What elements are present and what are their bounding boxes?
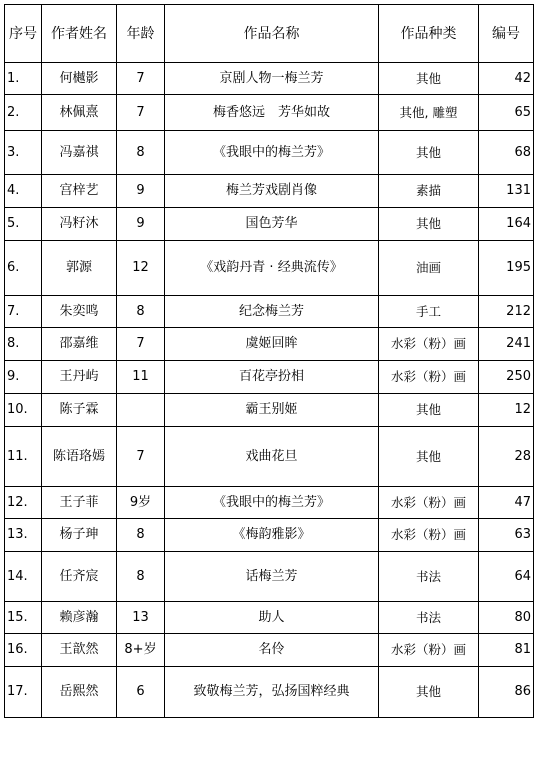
age-cell: 8 xyxy=(117,131,165,175)
artwork-roster-table xyxy=(4,4,534,718)
work-title-cell: 名伶 xyxy=(165,634,379,667)
author-name-cell: 何樾影 xyxy=(42,63,117,95)
serial-number-cell: 17. xyxy=(5,667,42,718)
author-name-cell: 任齐宸 xyxy=(42,552,117,602)
serial-number-cell: 9. xyxy=(5,361,42,394)
author-name-cell: 林佩熹 xyxy=(42,95,117,131)
age-cell: 8+岁 xyxy=(117,634,165,667)
author-name-cell: 赖彦瀚 xyxy=(42,602,117,634)
work-title-cell: 霸王别姬 xyxy=(165,394,379,427)
work-type-cell: 其他 xyxy=(379,63,479,95)
work-type-cell: 其他 xyxy=(379,131,479,175)
age-cell: 9岁 xyxy=(117,487,165,519)
table-row xyxy=(5,487,534,519)
serial-number-cell: 15. xyxy=(5,602,42,634)
serial-number-cell: 16. xyxy=(5,634,42,667)
author-name-cell: 王子菲 xyxy=(42,487,117,519)
work-title-cell: 梅兰芳戏剧肖像 xyxy=(165,175,379,208)
table-row xyxy=(5,667,534,718)
header-age: 年龄 xyxy=(117,5,165,63)
entry-number-cell: 81 xyxy=(479,634,534,667)
work-type-cell: 其他 xyxy=(379,208,479,241)
work-title-cell: 虞姬回眸 xyxy=(165,328,379,361)
table-row xyxy=(5,361,534,394)
age-cell xyxy=(117,394,165,427)
serial-number-cell: 5. xyxy=(5,208,42,241)
serial-number-cell: 14. xyxy=(5,552,42,602)
age-cell: 7 xyxy=(117,427,165,487)
entry-number-cell: 68 xyxy=(479,131,534,175)
serial-number-cell: 12. xyxy=(5,487,42,519)
work-title-cell: 话梅兰芳 xyxy=(165,552,379,602)
entry-number-cell: 12 xyxy=(479,394,534,427)
header-work-title: 作品名称 xyxy=(165,5,379,63)
entry-number-cell: 241 xyxy=(479,328,534,361)
table-row xyxy=(5,328,534,361)
author-name-cell: 王歆然 xyxy=(42,634,117,667)
entry-number-cell: 63 xyxy=(479,519,534,552)
author-name-cell: 岳熙然 xyxy=(42,667,117,718)
serial-number-cell: 10. xyxy=(5,394,42,427)
work-title-cell: 《梅韵雅影》 xyxy=(165,519,379,552)
table-row xyxy=(5,131,534,175)
work-title-cell: 梅香悠远 芳华如故 xyxy=(165,95,379,131)
entry-number-cell: 250 xyxy=(479,361,534,394)
author-name-cell: 朱奕鸣 xyxy=(42,296,117,328)
table-row xyxy=(5,95,534,131)
table-row xyxy=(5,296,534,328)
work-type-cell: 书法 xyxy=(379,552,479,602)
header-work-type: 作品种类 xyxy=(379,5,479,63)
table-row xyxy=(5,208,534,241)
entry-number-cell: 65 xyxy=(479,95,534,131)
author-name-cell: 郭源 xyxy=(42,241,117,296)
header-row xyxy=(5,5,534,63)
work-title-cell: 《我眼中的梅兰芳》 xyxy=(165,487,379,519)
serial-number-cell: 3. xyxy=(5,131,42,175)
work-type-cell: 素描 xyxy=(379,175,479,208)
author-name-cell: 冯籽沐 xyxy=(42,208,117,241)
work-type-cell: 油画 xyxy=(379,241,479,296)
work-type-cell: 其他 xyxy=(379,427,479,487)
table-row xyxy=(5,241,534,296)
entry-number-cell: 212 xyxy=(479,296,534,328)
table-row xyxy=(5,519,534,552)
work-title-cell: 纪念梅兰芳 xyxy=(165,296,379,328)
work-title-cell: 戏曲花旦 xyxy=(165,427,379,487)
entry-number-cell: 47 xyxy=(479,487,534,519)
age-cell: 9 xyxy=(117,175,165,208)
age-cell: 11 xyxy=(117,361,165,394)
work-title-cell: 百花亭扮相 xyxy=(165,361,379,394)
table-row xyxy=(5,63,534,95)
serial-number-cell: 4. xyxy=(5,175,42,208)
age-cell: 7 xyxy=(117,328,165,361)
work-type-cell: 水彩（粉）画 xyxy=(379,361,479,394)
author-name-cell: 杨子珅 xyxy=(42,519,117,552)
work-type-cell: 水彩（粉）画 xyxy=(379,519,479,552)
age-cell: 7 xyxy=(117,63,165,95)
work-title-cell: 助人 xyxy=(165,602,379,634)
work-type-cell: 其他 xyxy=(379,394,479,427)
author-name-cell: 邵嘉维 xyxy=(42,328,117,361)
entry-number-cell: 42 xyxy=(479,63,534,95)
table-row xyxy=(5,394,534,427)
work-title-cell: 致敬梅兰芳，弘扬国粹经典 xyxy=(165,667,379,718)
work-type-cell: 水彩（粉）画 xyxy=(379,487,479,519)
roster-body xyxy=(5,63,534,718)
work-type-cell: 书法 xyxy=(379,602,479,634)
serial-number-cell: 6. xyxy=(5,241,42,296)
serial-number-cell: 13. xyxy=(5,519,42,552)
age-cell: 13 xyxy=(117,602,165,634)
age-cell: 7 xyxy=(117,95,165,131)
table-row xyxy=(5,602,534,634)
author-name-cell: 宫梓艺 xyxy=(42,175,117,208)
age-cell: 12 xyxy=(117,241,165,296)
age-cell: 9 xyxy=(117,208,165,241)
entry-number-cell: 195 xyxy=(479,241,534,296)
work-title-cell: 《戏韵丹青 · 经典流传》 xyxy=(165,241,379,296)
entry-number-cell: 131 xyxy=(479,175,534,208)
age-cell: 6 xyxy=(117,667,165,718)
header-entry-number: 编号 xyxy=(479,5,534,63)
entry-number-cell: 164 xyxy=(479,208,534,241)
serial-number-cell: 7. xyxy=(5,296,42,328)
author-name-cell: 陈语珞嫣 xyxy=(42,427,117,487)
author-name-cell: 冯嘉祺 xyxy=(42,131,117,175)
serial-number-cell: 1. xyxy=(5,63,42,95)
serial-number-cell: 2. xyxy=(5,95,42,131)
work-type-cell: 其他 xyxy=(379,667,479,718)
author-name-cell: 王丹屿 xyxy=(42,361,117,394)
work-type-cell: 其他, 雕塑 xyxy=(379,95,479,131)
table-row xyxy=(5,427,534,487)
header-author-name: 作者姓名 xyxy=(42,5,117,63)
work-type-cell: 水彩（粉）画 xyxy=(379,328,479,361)
serial-number-cell: 8. xyxy=(5,328,42,361)
entry-number-cell: 28 xyxy=(479,427,534,487)
work-title-cell: 《我眼中的梅兰芳》 xyxy=(165,131,379,175)
header-serial-number: 序号 xyxy=(5,5,42,63)
table-row xyxy=(5,634,534,667)
age-cell: 8 xyxy=(117,296,165,328)
age-cell: 8 xyxy=(117,552,165,602)
work-type-cell: 手工 xyxy=(379,296,479,328)
entry-number-cell: 64 xyxy=(479,552,534,602)
entry-number-cell: 86 xyxy=(479,667,534,718)
entry-number-cell: 80 xyxy=(479,602,534,634)
serial-number-cell: 11. xyxy=(5,427,42,487)
author-name-cell: 陈子霖 xyxy=(42,394,117,427)
work-title-cell: 国色芳华 xyxy=(165,208,379,241)
table-row xyxy=(5,175,534,208)
table-row xyxy=(5,552,534,602)
age-cell: 8 xyxy=(117,519,165,552)
work-title-cell: 京剧人物一梅兰芳 xyxy=(165,63,379,95)
work-type-cell: 水彩（粉）画 xyxy=(379,634,479,667)
